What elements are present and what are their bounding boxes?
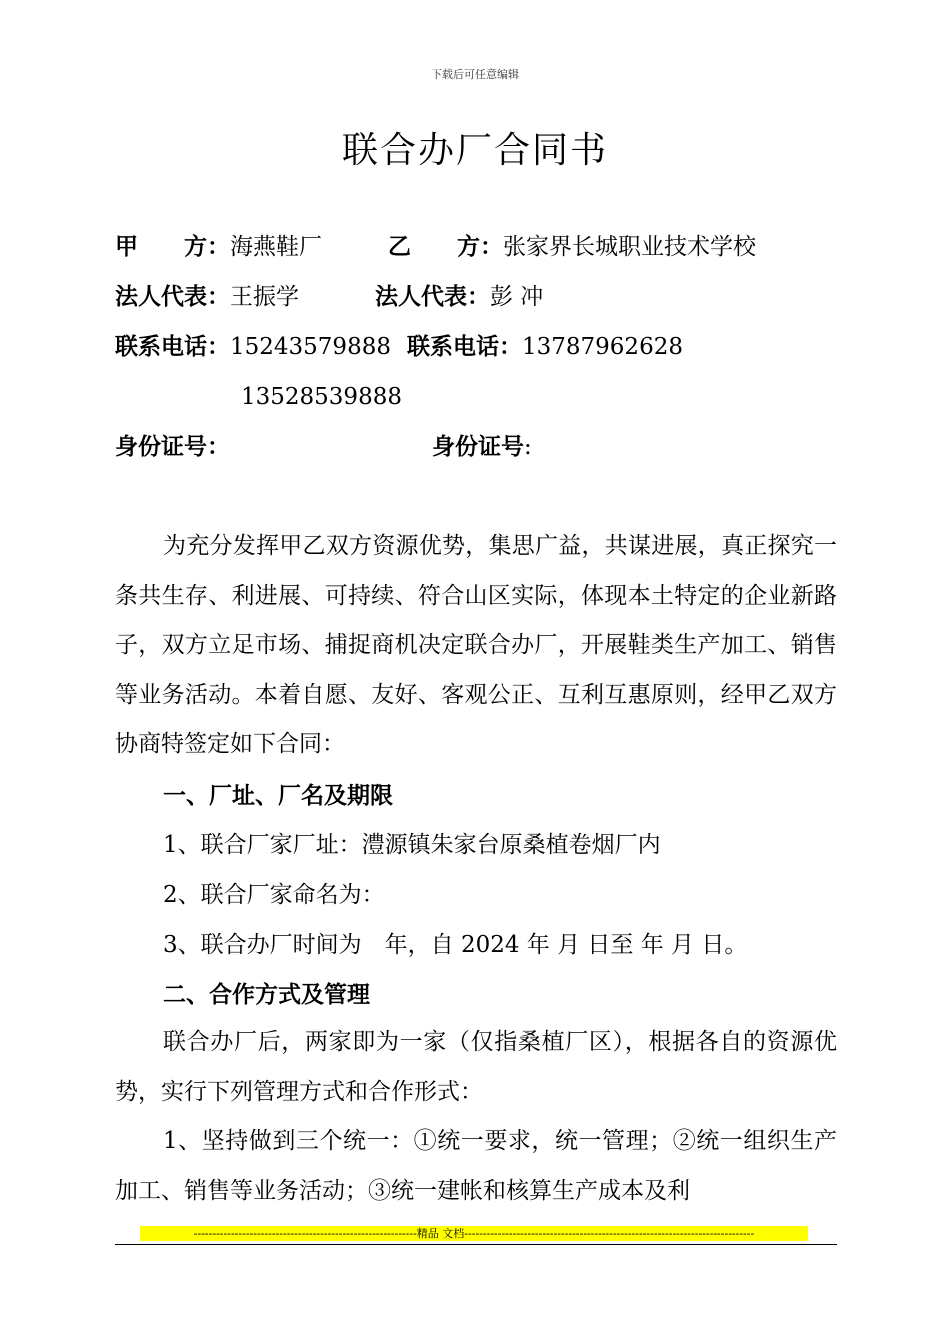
- footer-dashes-right: ------------------------------------------------------------------------------: [464, 1227, 755, 1240]
- party-a-rep-row: [115, 282, 299, 312]
- party-row-names: [115, 232, 322, 262]
- footer-label: 精品 文档: [416, 1227, 465, 1240]
- page-header-note: 下载后可任意编辑: [431, 68, 519, 81]
- party-b-phone-label: 联系电话：: [407, 334, 522, 360]
- party-b-rep-label: 法人代表：: [375, 284, 490, 310]
- section2-paragraph-1: 联合办厂后，两家即为一家（仅指桑植厂区），根据各自的资源优势，实行下列管理方式和合作形式：: [115, 1029, 837, 1105]
- party-b-phone-row: [407, 332, 683, 362]
- party-b-rep: 彭 冲: [490, 284, 544, 310]
- party-b-label: 乙 方：: [388, 234, 503, 260]
- party-a-phone2: 13528539888: [241, 384, 402, 410]
- party-b-id-row: [432, 432, 532, 462]
- party-b-name: 张家界长城职业技术学校: [503, 234, 756, 260]
- footer-rule: [115, 1244, 837, 1245]
- party-a-rep: 王振学: [230, 284, 299, 310]
- party-a-phone-row: [115, 332, 391, 362]
- footer-dashes-left: ------------------------------------------------------------: [193, 1227, 417, 1240]
- section2-heading: 二、合作方式及管理: [163, 982, 370, 1008]
- document-title: 联合办厂合同书: [341, 130, 608, 171]
- section1-item-3: 3、联合办厂时间为 年，自 2024 年 月 日至 年 月 日。: [163, 932, 748, 958]
- party-a-id-row: [115, 432, 230, 462]
- party-a-rep-label: 法人代表：: [115, 284, 230, 310]
- party-a-id-label: 身份证号：: [115, 434, 230, 460]
- section2-paragraph-2: 1、坚持做到三个统一：①统一要求，统一管理；②统一组织生产加工、销售等业务活动；③统一建帐和核算生产成本及利: [115, 1128, 837, 1204]
- party-a-phone: 15243579888: [230, 334, 391, 360]
- intro-paragraph: 为充分发挥甲乙双方资源优势，集思广益，共谋进展，真正探究一条共生存、利进展、可持续、符合山区实际，体现本土特定的企业新路子，双方立足市场、捕捉商机决定联合办厂，开展鞋类生产加工、销售等业务活动。本着自愿、友好、客观公正、互利互惠原则，经甲乙双方协商特签定如下合同：: [115, 533, 837, 757]
- section1-item-1: 1、联合厂家厂址：澧源镇朱家台原桑植卷烟厂内: [163, 832, 661, 858]
- party-a-phone-label: 联系电话：: [115, 334, 230, 360]
- party-b-phone: 13787962628: [522, 334, 683, 360]
- section1-item-2: 2、联合厂家命名为：: [163, 882, 385, 908]
- party-b-name-row: [388, 232, 756, 262]
- section1-heading: 一、厂址、厂名及期限: [163, 783, 393, 809]
- party-b-id-colon: :: [524, 434, 532, 460]
- party-b-rep-row: [375, 282, 543, 312]
- party-a-label: 甲 方：: [115, 234, 230, 260]
- party-b-id-label: 身份证号: [432, 434, 524, 460]
- party-a-name: 海燕鞋厂: [230, 234, 322, 260]
- footer-highlight-bar: [140, 1226, 808, 1241]
